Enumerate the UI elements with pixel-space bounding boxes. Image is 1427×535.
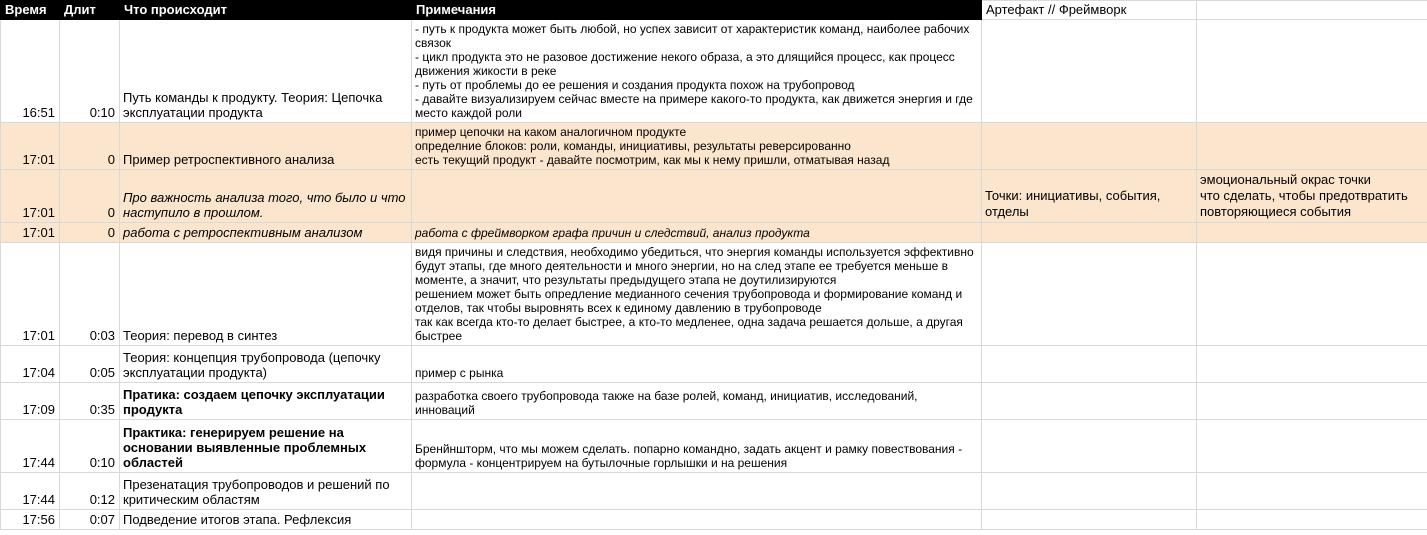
cell-extra[interactable] xyxy=(1197,243,1427,346)
cell-artifact[interactable] xyxy=(982,420,1197,473)
note-line: решением может быть опредление медианного сечения трубопровода и формирование команд и отделов, так чтобы выровнять всех к единому давлению в трубопроводе xyxy=(415,287,963,315)
header-artifact[interactable]: Артефакт // Фреймворк xyxy=(982,1,1197,20)
cell-extra[interactable] xyxy=(1197,473,1427,510)
cell-extra[interactable] xyxy=(1197,170,1427,223)
cell-artifact[interactable] xyxy=(982,473,1197,510)
cell-what[interactable]: Теория: перевод в синтез xyxy=(120,243,412,346)
note-line: так как всегда кто-то делает быстрее, а кто-то медленее, одна задача решается дольше, а другая быстрее xyxy=(415,315,963,343)
cell-what[interactable]: Теория: концепция трубопровода (цепочку эксплуатации продукта) xyxy=(120,346,412,383)
cell-duration[interactable]: 0:03 xyxy=(60,243,120,346)
table-row xyxy=(1,383,1427,420)
cell-what[interactable]: Подведение итогов этапа. Рефлексия xyxy=(120,510,412,530)
cell-notes[interactable] xyxy=(412,170,982,223)
cell-artifact[interactable] xyxy=(982,20,1197,123)
note-line: Бренйншторм, что мы можем сделать. попарно командно, задать акцент и рамку повествования - формула - концентрируем на бутылочные горлышки и на решения xyxy=(415,442,963,470)
cell-duration[interactable]: 0 xyxy=(60,223,120,243)
cell-time[interactable]: 17:04 xyxy=(1,346,60,383)
header-what[interactable]: Что происходит xyxy=(120,1,412,20)
cell-notes[interactable] xyxy=(412,420,982,473)
cell-artifact[interactable] xyxy=(982,223,1197,243)
cell-duration[interactable]: 0:35 xyxy=(60,383,120,420)
table-row xyxy=(1,346,1427,383)
cell-artifact[interactable] xyxy=(982,123,1197,170)
table-row xyxy=(1,123,1427,170)
table-row xyxy=(1,20,1427,123)
cell-artifact[interactable] xyxy=(982,346,1197,383)
note-line: разработка своего трубопровода также на базе ролей, команд, инициатив, исследований, инноваций xyxy=(415,389,918,417)
cell-what[interactable]: Пример ретроспективного анализа xyxy=(120,123,412,170)
cell-duration[interactable]: 0:05 xyxy=(60,346,120,383)
note-line: пример цепочки на каком аналогичном продукте xyxy=(415,125,687,139)
cell-extra[interactable] xyxy=(1197,420,1427,473)
table-row xyxy=(1,223,1427,243)
table-row xyxy=(1,170,1427,223)
cell-what[interactable]: Практика: генерируем решение на основании выявленные проблемных областей xyxy=(120,420,412,473)
note-line: видя причины и следствия, необходимо убедиться, что энергия команды используется эффективно xyxy=(415,245,974,259)
cell-extra[interactable] xyxy=(1197,123,1427,170)
note-line: - путь к продукта может быть любой, но успех зависит от характеристик команд, наиболее рабочих связок xyxy=(415,22,970,50)
cell-duration[interactable]: 0:12 xyxy=(60,473,120,510)
cell-time[interactable]: 17:44 xyxy=(1,420,60,473)
header-time[interactable]: Время xyxy=(1,1,60,20)
cell-notes[interactable] xyxy=(412,510,982,530)
cell-time[interactable]: 17:56 xyxy=(1,510,60,530)
cell-artifact[interactable] xyxy=(982,170,1197,223)
cell-notes[interactable] xyxy=(412,20,982,123)
header-row xyxy=(1,1,1427,20)
cell-notes[interactable] xyxy=(412,383,982,420)
table-row xyxy=(1,473,1427,510)
cell-time[interactable]: 17:01 xyxy=(1,243,60,346)
cell-duration[interactable]: 0 xyxy=(60,123,120,170)
cell-extra[interactable] xyxy=(1197,223,1427,243)
cell-time[interactable]: 16:51 xyxy=(1,20,60,123)
cell-artifact[interactable] xyxy=(982,383,1197,420)
cell-notes[interactable] xyxy=(412,123,982,170)
cell-artifact[interactable] xyxy=(982,510,1197,530)
table-row xyxy=(1,510,1427,530)
cell-extra[interactable] xyxy=(1197,510,1427,530)
note-line: - путь от проблемы до ее решения и создания продукта похож на трубопровод xyxy=(415,78,855,92)
cell-duration[interactable]: 0 xyxy=(60,170,120,223)
cell-what[interactable]: работа с ретроспективным анализом xyxy=(120,223,412,243)
note-line: работа с фреймворком графа причин и следствий, анализ продукта xyxy=(415,226,810,240)
note-line: пример с рынка xyxy=(415,366,504,380)
cell-what[interactable]: Про важность анализа того, что было и что наступило в прошлом. xyxy=(120,170,412,223)
cell-extra[interactable] xyxy=(1197,20,1427,123)
note-line: будут этапы, где много деятельности и много энергии, но на след этапе ее требуется меньше в моменте, а значит, что результаты предыдущего этапа не доутилизируются xyxy=(415,259,948,287)
cell-time[interactable]: 17:01 xyxy=(1,223,60,243)
cell-duration[interactable]: 0:07 xyxy=(60,510,120,530)
cell-notes[interactable] xyxy=(412,346,982,383)
extra-line: эмоциональный окрас точки xyxy=(1200,172,1371,187)
cell-what[interactable]: Презенатация трубопроводов и решений по критическим областям xyxy=(120,473,412,510)
cell-extra[interactable] xyxy=(1197,383,1427,420)
cell-time[interactable]: 17:09 xyxy=(1,383,60,420)
artifact-line: Точки: инициативы, события, отделы xyxy=(985,188,1161,219)
note-line: есть текущий продукт - давайте посмотрим, как мы к нему пришли, отматывая назад xyxy=(415,153,890,167)
cell-notes[interactable] xyxy=(412,223,982,243)
cell-time[interactable]: 17:01 xyxy=(1,123,60,170)
table-row xyxy=(1,420,1427,473)
cell-time[interactable]: 17:44 xyxy=(1,473,60,510)
cell-duration[interactable]: 0:10 xyxy=(60,20,120,123)
note-line: определние блоков: роли, команды, инициативы, результаты реверсированно xyxy=(415,139,851,153)
cell-duration[interactable]: 0:10 xyxy=(60,420,120,473)
cell-notes[interactable] xyxy=(412,473,982,510)
header-extra[interactable] xyxy=(1197,1,1427,20)
cell-artifact[interactable] xyxy=(982,243,1197,346)
cell-what[interactable]: Пратика: создаем цепочку эксплуатации продукта xyxy=(120,383,412,420)
cell-time[interactable]: 17:01 xyxy=(1,170,60,223)
extra-line: что сделать, чтобы предотвратить повторяющиеся события xyxy=(1200,188,1408,219)
cell-extra[interactable] xyxy=(1197,346,1427,383)
cell-notes[interactable] xyxy=(412,243,982,346)
header-notes[interactable]: Примечания xyxy=(412,1,982,20)
cell-what[interactable]: Путь команды к продукту. Теория: Цепочка эксплуатации продукта xyxy=(120,20,412,123)
header-duration[interactable]: Длит xyxy=(60,1,120,20)
note-line: - давайте визуализируем сейчас вместе на примере какого-то продукта, как движется энергия и где место каждой роли xyxy=(415,92,973,120)
table-row xyxy=(1,243,1427,346)
note-line: - цикл продукта это не разовое достижение некого образа, а это длящийся процесс, как процесс движения жикости в реке xyxy=(415,50,955,78)
